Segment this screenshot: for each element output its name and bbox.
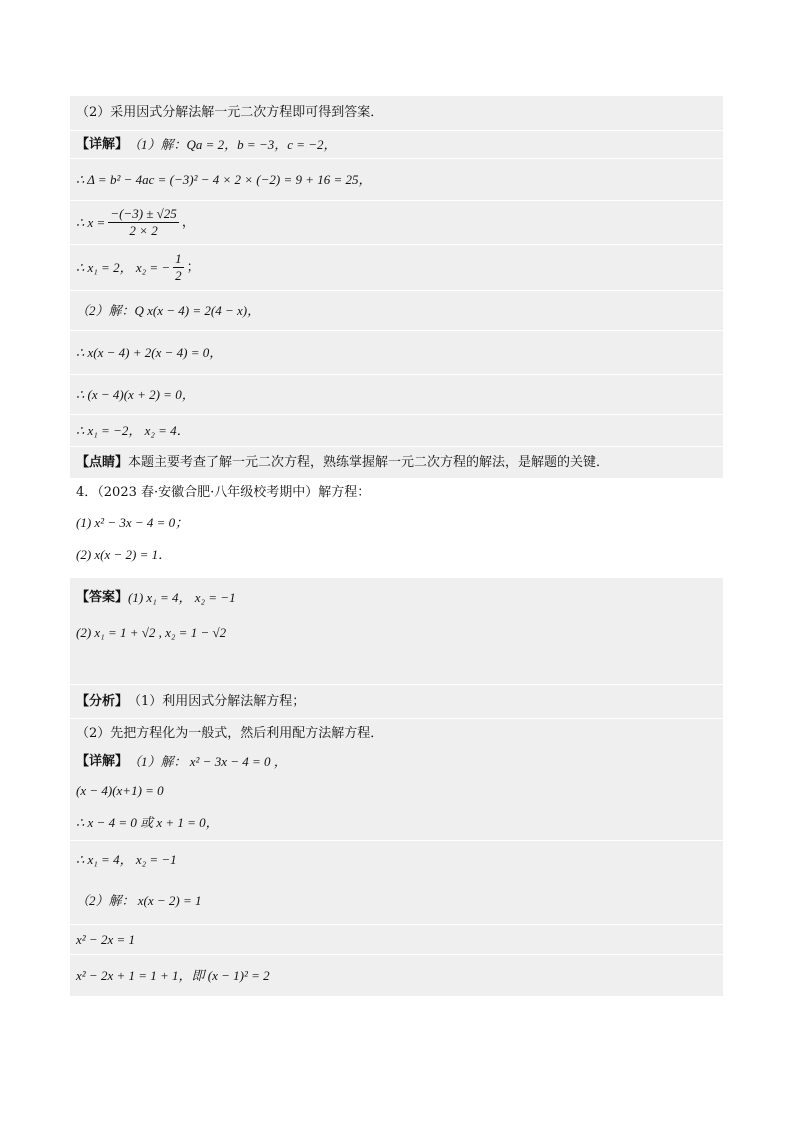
comment-text: 本题主要考查了解一元二次方程，熟练掌握解一元二次方程的解法，是解题的关键．: [128, 454, 610, 470]
text-line: [70, 158, 723, 200]
text-line: [70, 374, 723, 414]
detail-step: x² − 2x + 1 = 1 + 1，即 (x − 1)² = 2: [76, 967, 270, 983]
text-line: [70, 414, 723, 446]
analysis-tag: 【分析】: [76, 693, 129, 709]
fraction: [173, 251, 184, 284]
text-line: [70, 96, 723, 130]
detail-step: （2）解： x(x − 2) = 1: [76, 893, 202, 908]
detail-step: ∴ x − 4 = 0 或 x + 1 = 0，: [76, 815, 219, 830]
solution-step: ∴ x =: [76, 214, 106, 230]
solution-step: ∴ x(x − 4) + 2(x − 4) = 0，: [76, 344, 223, 360]
question-title-text: 4．（2023 春·安徽合肥·八年级校考期中）解方程：: [76, 485, 371, 500]
question-part: [70, 538, 723, 572]
analysis-line: [70, 718, 723, 748]
fraction-numerator: 1: [175, 251, 182, 266]
punctuation: ，: [181, 214, 195, 230]
question-part-1: (1) x² − 3x − 4 = 0；: [76, 515, 189, 530]
detail-line: [70, 924, 723, 954]
detail-line: [70, 748, 723, 776]
question-part-2: (2) x(x − 2) = 1．: [76, 547, 172, 562]
detail-step: ∴ x₁ = 4， x₂ = −1: [76, 851, 177, 867]
text-line: [70, 446, 723, 478]
detail-line: [70, 806, 723, 840]
question-title: [70, 478, 723, 508]
detail-line: [70, 878, 723, 924]
solution-step: （2）解：Q x(x − 4) = 2(4 − x)，: [76, 302, 261, 318]
analysis-text: （2）先把方程化为一般式，然后利用配方法解方程．: [76, 725, 384, 741]
question-part: [70, 508, 723, 538]
text-line: [70, 290, 723, 330]
text-line: [70, 130, 723, 158]
detail-tag: 【详解】: [76, 754, 129, 769]
detail-tag: 【详解】: [76, 136, 129, 152]
detail-step: （1）解： x² − 3x − 4 = 0 ，: [128, 754, 287, 769]
answer-part-1: (1) x₁ = 4， x₂ = −1: [128, 590, 236, 605]
solution-step: ∴ (x − 4)(x + 2) = 0，: [76, 386, 195, 402]
detail-line: [70, 840, 723, 878]
document-page: [70, 96, 723, 996]
text-line: [70, 330, 723, 374]
analysis-text: （1）利用因式分解法解方程；: [128, 693, 306, 709]
solution-step: （1）解：Qa = 2，b = −3，c = −2，: [128, 136, 337, 152]
solution-step: ∴ x₁ = −2， x₂ = 4．: [76, 422, 190, 438]
answer-part-2: (2) x₁ = 1 + √2 , x₂ = 1 − √2: [76, 625, 227, 640]
text-line: [70, 244, 723, 290]
text-line: [70, 200, 723, 244]
fraction-denominator: 2: [175, 268, 182, 283]
solution-step: ∴ x₁ = 2， x₂ = −: [76, 259, 171, 275]
solution-step: （2）采用因式分解法解一元二次方程即可得到答案．: [76, 105, 384, 120]
comment-tag: 【点睛】: [76, 454, 129, 470]
detail-step: x² − 2x = 1: [76, 931, 135, 947]
detail-step: (x − 4)(x+1) = 0: [76, 783, 164, 798]
answer-line: [70, 618, 723, 684]
detail-line: [70, 776, 723, 806]
punctuation: ；: [186, 259, 200, 275]
fraction-denominator: 2 × 2: [129, 223, 158, 238]
fraction: [108, 206, 178, 239]
answer-line: [70, 578, 723, 618]
analysis-line: [70, 684, 723, 718]
solution-step: ∴ Δ = b² − 4ac = (−3)² − 4 × 2 × (−2) = 9 + 16 = 25，: [76, 171, 372, 187]
detail-line: [70, 954, 723, 996]
fraction-numerator: −(−3) ± √25: [110, 206, 177, 221]
answer-tag: 【答案】: [76, 590, 129, 605]
